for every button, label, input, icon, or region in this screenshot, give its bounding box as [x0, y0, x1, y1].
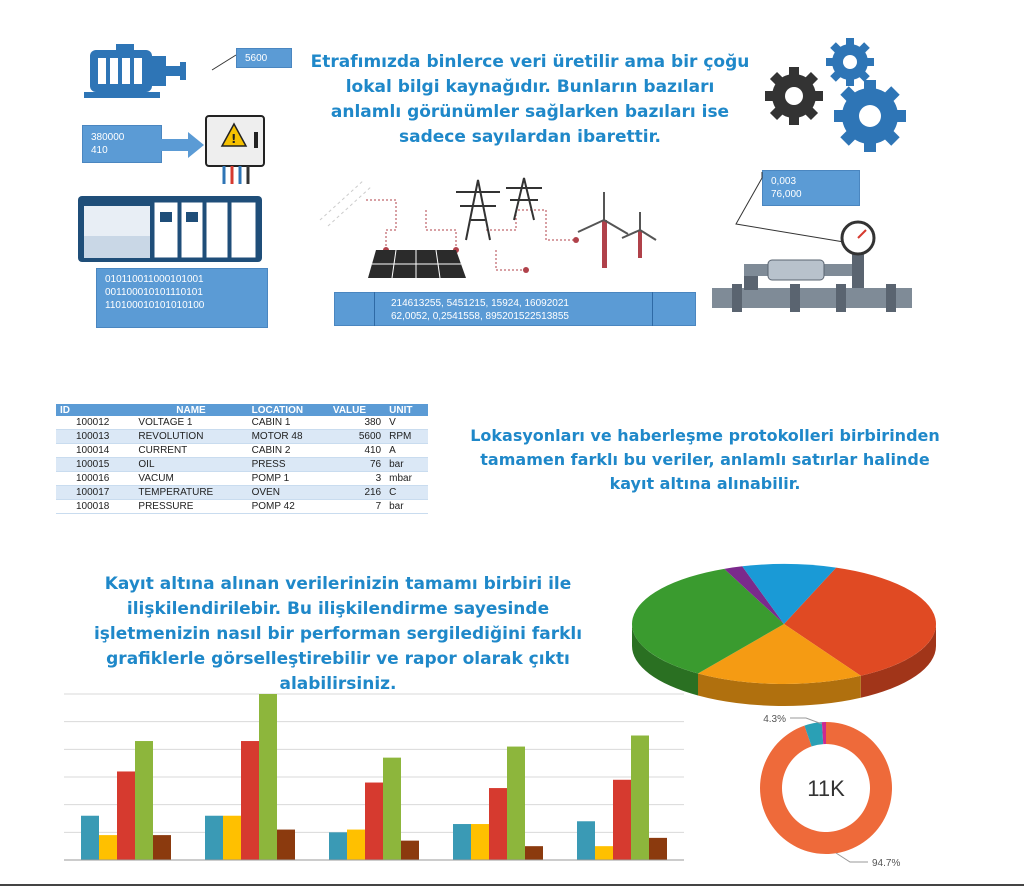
bar [401, 841, 419, 860]
cell-value: 76 [329, 458, 385, 472]
table-row [56, 444, 428, 458]
bar [489, 788, 507, 860]
table-row [56, 430, 428, 444]
table-row [56, 458, 428, 472]
cell-name: PRESSURE [134, 500, 247, 514]
cell-location: PRESS [248, 458, 329, 472]
donut-leader-line [836, 853, 868, 862]
bar [241, 741, 259, 860]
bar [365, 783, 383, 860]
bar [277, 830, 295, 860]
cell-id: 100012 [56, 416, 134, 430]
table-caption-text: Lokasyonları ve haberleşme protokolleri birbirinden tamamen farklı bu veriler, anlamlı satırlar halinde kayıt altına alınabilir. [470, 426, 940, 493]
header-location: LOCATION [248, 404, 329, 416]
bar [595, 846, 613, 860]
cell-location: MOTOR 48 [248, 430, 329, 444]
bar [649, 838, 667, 860]
intro-text: Etrafımızda binlerce veri üretilir ama bir çoğu lokal bilgi kaynağıdır. Bunların bazıları anlamlı görünümler sağlarken bazıları ise sadece sayılardan ibarettir. [310, 52, 750, 147]
binary-line-2: 001100010101110101 [105, 287, 203, 298]
cell-value: 410 [329, 444, 385, 458]
gears-icon [758, 36, 918, 156]
bar [329, 832, 347, 860]
cell-unit: A [385, 444, 428, 458]
panel-value-2: 410 [91, 145, 108, 156]
binary-line-1: 010110011000101001 [105, 274, 204, 285]
cell-name: REVOLUTION [134, 430, 247, 444]
table-row [56, 500, 428, 514]
table-row [56, 472, 428, 486]
table-header-row [56, 404, 428, 416]
table-row [56, 486, 428, 500]
pipeline-gauge-icon [708, 220, 918, 320]
bottom-rule [0, 884, 1024, 886]
stream-box-divider-left [374, 292, 375, 326]
header-value: VALUE [329, 404, 385, 416]
bar [577, 821, 595, 860]
cell-location: POMP 42 [248, 500, 329, 514]
plc-rack-icon [78, 196, 262, 262]
stream-data-box [334, 292, 696, 326]
panel-value-1: 380000 [91, 132, 125, 143]
cell-unit: mbar [385, 472, 428, 486]
grouped-bar-chart [60, 690, 690, 866]
stream-line-1: 214613255, 5451215, 15924, 16092021 [391, 298, 569, 309]
motor-value: 5600 [245, 53, 268, 64]
bar [347, 830, 365, 860]
bar [205, 816, 223, 860]
bar [453, 824, 471, 860]
cell-id: 100018 [56, 500, 134, 514]
pie-chart-3d [628, 560, 940, 708]
donut-center-label: 11K [807, 776, 845, 801]
bar [81, 816, 99, 860]
cell-name: VACUM [134, 472, 247, 486]
energy-grid-illustration [316, 170, 676, 290]
report-text: Kayıt altına alınan verilerinizin tamamı birbiri ile ilişkilendirilebir. Bu ilişkilendirme sayesinde işletmenizin nasıl bir performan sergilediğini farklı grafiklerle görselleştirebilir ve rapor olarak çıktı alabilirsiniz. [93, 574, 583, 694]
data-table [56, 404, 428, 514]
cell-unit: C [385, 486, 428, 500]
bar [99, 835, 117, 860]
bar [631, 736, 649, 861]
cell-id: 100013 [56, 430, 134, 444]
svg-text:!: ! [231, 132, 237, 146]
bar [117, 771, 135, 860]
cell-value: 216 [329, 486, 385, 500]
bar [613, 780, 631, 860]
bar [153, 835, 171, 860]
bar [525, 846, 543, 860]
bar [223, 816, 241, 860]
cell-name: OIL [134, 458, 247, 472]
panel-values-box [82, 125, 162, 163]
table-row [56, 416, 428, 430]
header-id: ID [56, 404, 134, 416]
cell-value: 380 [329, 416, 385, 430]
arrow-right-icon [160, 130, 206, 160]
cell-location: POMP 1 [248, 472, 329, 486]
cell-value: 7 [329, 500, 385, 514]
cell-id: 100015 [56, 458, 134, 472]
gauge-value-1: 0,003 [771, 176, 797, 187]
header-name: NAME [134, 404, 247, 416]
bar [259, 694, 277, 860]
donut-label-large: 94.7% [872, 858, 901, 869]
cell-id: 100017 [56, 486, 134, 500]
cell-location: CABIN 1 [248, 416, 329, 430]
motor-connector-line [210, 52, 238, 72]
cell-id: 100016 [56, 472, 134, 486]
bar [135, 741, 153, 860]
cell-value: 3 [329, 472, 385, 486]
cell-name: CURRENT [134, 444, 247, 458]
header-unit: UNIT [385, 404, 428, 416]
cell-unit: bar [385, 500, 428, 514]
cell-name: VOLTAGE 1 [134, 416, 247, 430]
cell-unit: V [385, 416, 428, 430]
binary-box [96, 268, 268, 328]
stream-box-divider-right [652, 292, 653, 326]
cell-id: 100014 [56, 444, 134, 458]
cell-location: OVEN [248, 486, 329, 500]
motor-value-box [236, 48, 292, 68]
bar [507, 747, 525, 860]
cell-name: TEMPERATURE [134, 486, 247, 500]
cell-unit: bar [385, 458, 428, 472]
bar [383, 758, 401, 860]
donut-label-small: 4.3% [763, 714, 786, 725]
bar [471, 824, 489, 860]
binary-line-3: 110100010101010100 [105, 300, 205, 311]
donut-chart [736, 712, 936, 869]
motor-icon [80, 44, 198, 102]
cell-value: 5600 [329, 430, 385, 444]
stream-line-2: 62,0052, 0,2541558, 895201522513855 [391, 311, 569, 322]
cell-unit: RPM [385, 430, 428, 444]
electrical-panel-icon [204, 114, 268, 186]
cell-location: CABIN 2 [248, 444, 329, 458]
gauge-value-2: 76,000 [771, 189, 802, 200]
